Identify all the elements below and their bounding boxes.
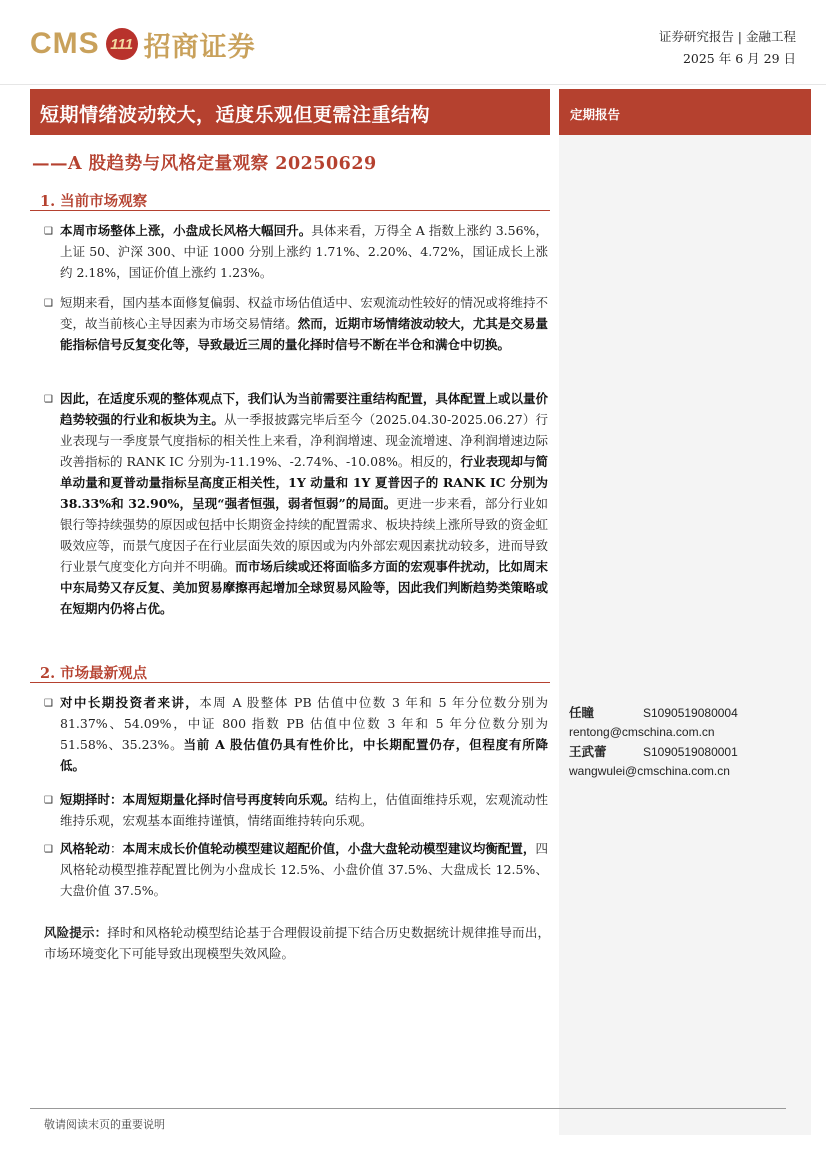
company-logo bbox=[30, 22, 256, 66]
bullet-icon: ❑ bbox=[44, 226, 53, 237]
author-email[interactable]: rentong@cmschina.com.cn bbox=[569, 725, 715, 739]
logo-mark-icon: 111 bbox=[106, 28, 138, 60]
footer-divider bbox=[30, 1108, 786, 1109]
section-heading-1: 1. 当前市场观察 bbox=[40, 193, 148, 210]
author-name: 任瞳 bbox=[569, 705, 595, 720]
bullet-icon: ❑ bbox=[44, 698, 53, 709]
report-subtitle: ——A 股趋势与风格定量观察 20250629 bbox=[32, 154, 377, 174]
section-rule-1 bbox=[30, 210, 550, 211]
paragraph-valuation: 对中长期投资者来讲，本周 A 股整体 PB 估值中位数 3 年和 5 年分位数分别为 81.37%、54.09%，中证 800 指数 PB 估值中位数 3 年和 5 年分位数分别为 51.58%、35.23%。当前 A 股估值仍具有性价比，中长期配置仍存，但程度有所降低。 bbox=[60, 695, 549, 773]
report-meta bbox=[659, 26, 796, 70]
author-license: S1090519080001 bbox=[643, 745, 738, 759]
report-type: 证券研究报告 | 金融工程 bbox=[658, 29, 796, 44]
section-rule-2 bbox=[30, 682, 550, 683]
logo-cms-text: CMS bbox=[30, 27, 100, 60]
author-email[interactable]: wangwulei@cmschina.com.cn bbox=[569, 764, 730, 778]
author-block bbox=[569, 703, 738, 781]
author-license: S1090519080004 bbox=[643, 706, 738, 720]
report-title: 短期情绪波动较大，适度乐观但更需注重结构 bbox=[40, 104, 431, 126]
bullet-icon: ❑ bbox=[44, 298, 53, 309]
paragraph-style-rotation: 风格轮动：本周末成长价值轮动模型建议超配价值，小盘大盘轮动模型建议均衡配置，四风格轮动模型推荐配置比例为小盘成长 12.5%、小盘价值 37.5%、大盘成长 12.5%、大盘价值 37.5%。 bbox=[60, 841, 548, 898]
paragraph-structure: 因此，在适度乐观的整体观点下，我们认为当前需要注重结构配置，具体配置上或以量价趋势较强的行业和板块为主。从一季报披露完毕后至今（2025.04.30-2025.06.27）行业表现与一季度景气度指标的相关性上来看，净利润增速、现金流增速、净利润增速边际改善指标的 RANK IC 分别为-11.19%、-2.74%、-10.08%。相反的，行业表现却与简单动量和夏普动量指标呈高度正相关性，1Y 动量和 1Y 夏普因子的 RANK IC 分别为 38.33%和 32.90%，呈现“强者恒强，弱者恒弱”的局面。更进一步来看，部分行业如银行等持续强势的原因或包括中长期资金持续的配置需求、板块持续上涨所导致的资金虹吸效应等，而景气度因子在行业层面失效的原因或为内外部宏观因素扰动较多，进而导致行业景气度变化方向并不明确。而市场后续或还将面临多方面的宏观事件扰动，比如周末中东局势又存反复、美加贸易摩擦再起增加全球贸易风险等，因此我们判断趋势类策略或在短期内仍将占优。 bbox=[60, 391, 548, 616]
paragraph-market-overview: 本周市场整体上涨，小盘成长风格大幅回升。具体来看，万得全 A 指数上涨约 3.56%，上证 50、沪深 300、中证 1000 分别上涨约 1.71%、2.20%、4.72%，国证成长上涨约 2.18%，国证价值上涨约 1.23%。 bbox=[60, 223, 548, 280]
logo-cn-text: 招商证券 bbox=[143, 31, 256, 63]
bullet-icon: ❑ bbox=[44, 844, 53, 855]
paragraph-timing: 短期择时：本周短期量化择时信号再度转向乐观。结构上，估值面维持乐观，宏观流动性维持乐观，宏观基本面维持谨慎，情绪面维持转向乐观。 bbox=[60, 792, 548, 828]
report-date: 2025 年 6 月 29 日 bbox=[682, 51, 796, 66]
paragraph-short-term: 短期来看，国内基本面修复偏弱、权益市场估值适中、宏观流动性较好的情况或将维持不变，故当前核心主导因素为市场交易情绪。然而，近期市场情绪波动较大，尤其是交易量能指标信号反复变化等，导致最近三周的量化择时信号不断在半仓和满仓中切换。 bbox=[60, 295, 548, 352]
section-heading-2: 2. 市场最新观点 bbox=[40, 665, 148, 682]
side-label: 定期报告 bbox=[570, 107, 621, 122]
footer-note: 敬请阅读末页的重要说明 bbox=[44, 1118, 165, 1131]
bullet-icon: ❑ bbox=[44, 394, 53, 405]
bullet-icon: ❑ bbox=[44, 795, 53, 806]
author-name: 王武蕾 bbox=[569, 744, 607, 759]
header-divider bbox=[0, 84, 826, 85]
side-panel bbox=[559, 135, 811, 1135]
risk-warning: 风险提示：择时和风格轮动模型结论基于合理假设前提下结合历史数据统计规律推导而出，市场环境变化下可能导致出现模型失效风险。 bbox=[44, 925, 550, 961]
